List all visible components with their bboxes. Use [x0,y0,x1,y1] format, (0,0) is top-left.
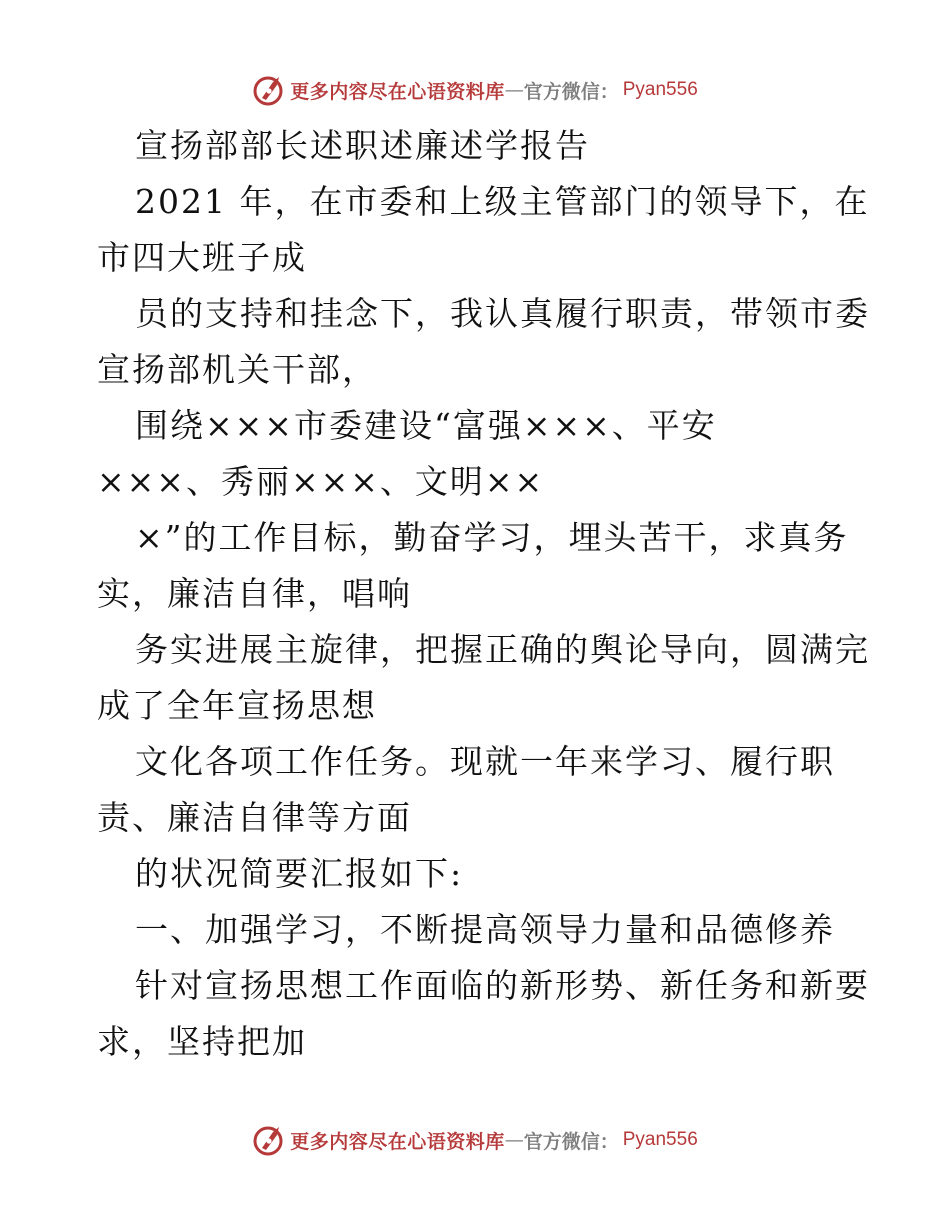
body-line: 宣扬部机关干部， [97,350,377,389]
body-line: 务实进展主旋律，把握正确的舆论导向，圆满完 [135,630,870,669]
footer-banner [0,1120,950,1160]
body-line: 实，廉洁自律，唱响 [97,574,412,613]
body-line: 成了全年宣扬思想 [97,686,377,725]
body-line: 求，坚持把加 [97,1022,307,1061]
banner-text: 更多内容尽在心语资料库 [290,80,505,103]
document-body [0,118,950,1070]
banner-separator: — [504,1129,524,1151]
banner-wechat-id: Pyan556 [622,1129,698,1150]
banner-wechat-label: 官方微信： [523,80,619,103]
body-line: 员的支持和挂念下，我认真履行职责，带领市委 [135,294,870,333]
banner-wechat-id: Pyan556 [622,79,698,100]
body-line: ×××、秀丽×××、文明×× [97,462,545,501]
banner-text: 更多内容尽在心语资料库 [290,1130,505,1153]
body-line: 2021 年，在市委和上级主管部门的领导下，在 [135,182,870,221]
body-line: 围绕×××市委建设“富强×××、平安 [135,406,717,445]
body-line: 文化各项工作任务。现就一年来学习、履行职 [135,742,835,781]
pen-nib-logo-icon [252,73,286,107]
document-title: 宣扬部部长述职述廉述学报告 [135,126,590,165]
body-line: 针对宣扬思想工作面临的新形势、新任务和新要 [135,966,870,1005]
body-line: 的状况简要汇报如下: [135,854,464,893]
body-line: ×”的工作目标，勤奋学习，埋头苦干，求真务 [135,518,849,557]
pen-nib-logo-icon [252,1123,286,1157]
body-line: 责、廉洁自律等方面 [97,798,412,837]
banner-separator: — [504,79,524,101]
header-banner [0,70,950,110]
banner-wechat-label: 官方微信： [523,1130,619,1153]
body-line: 市四大班子成 [97,238,307,277]
section-heading: 一、加强学习，不断提高领导力量和品德修养 [135,910,835,949]
